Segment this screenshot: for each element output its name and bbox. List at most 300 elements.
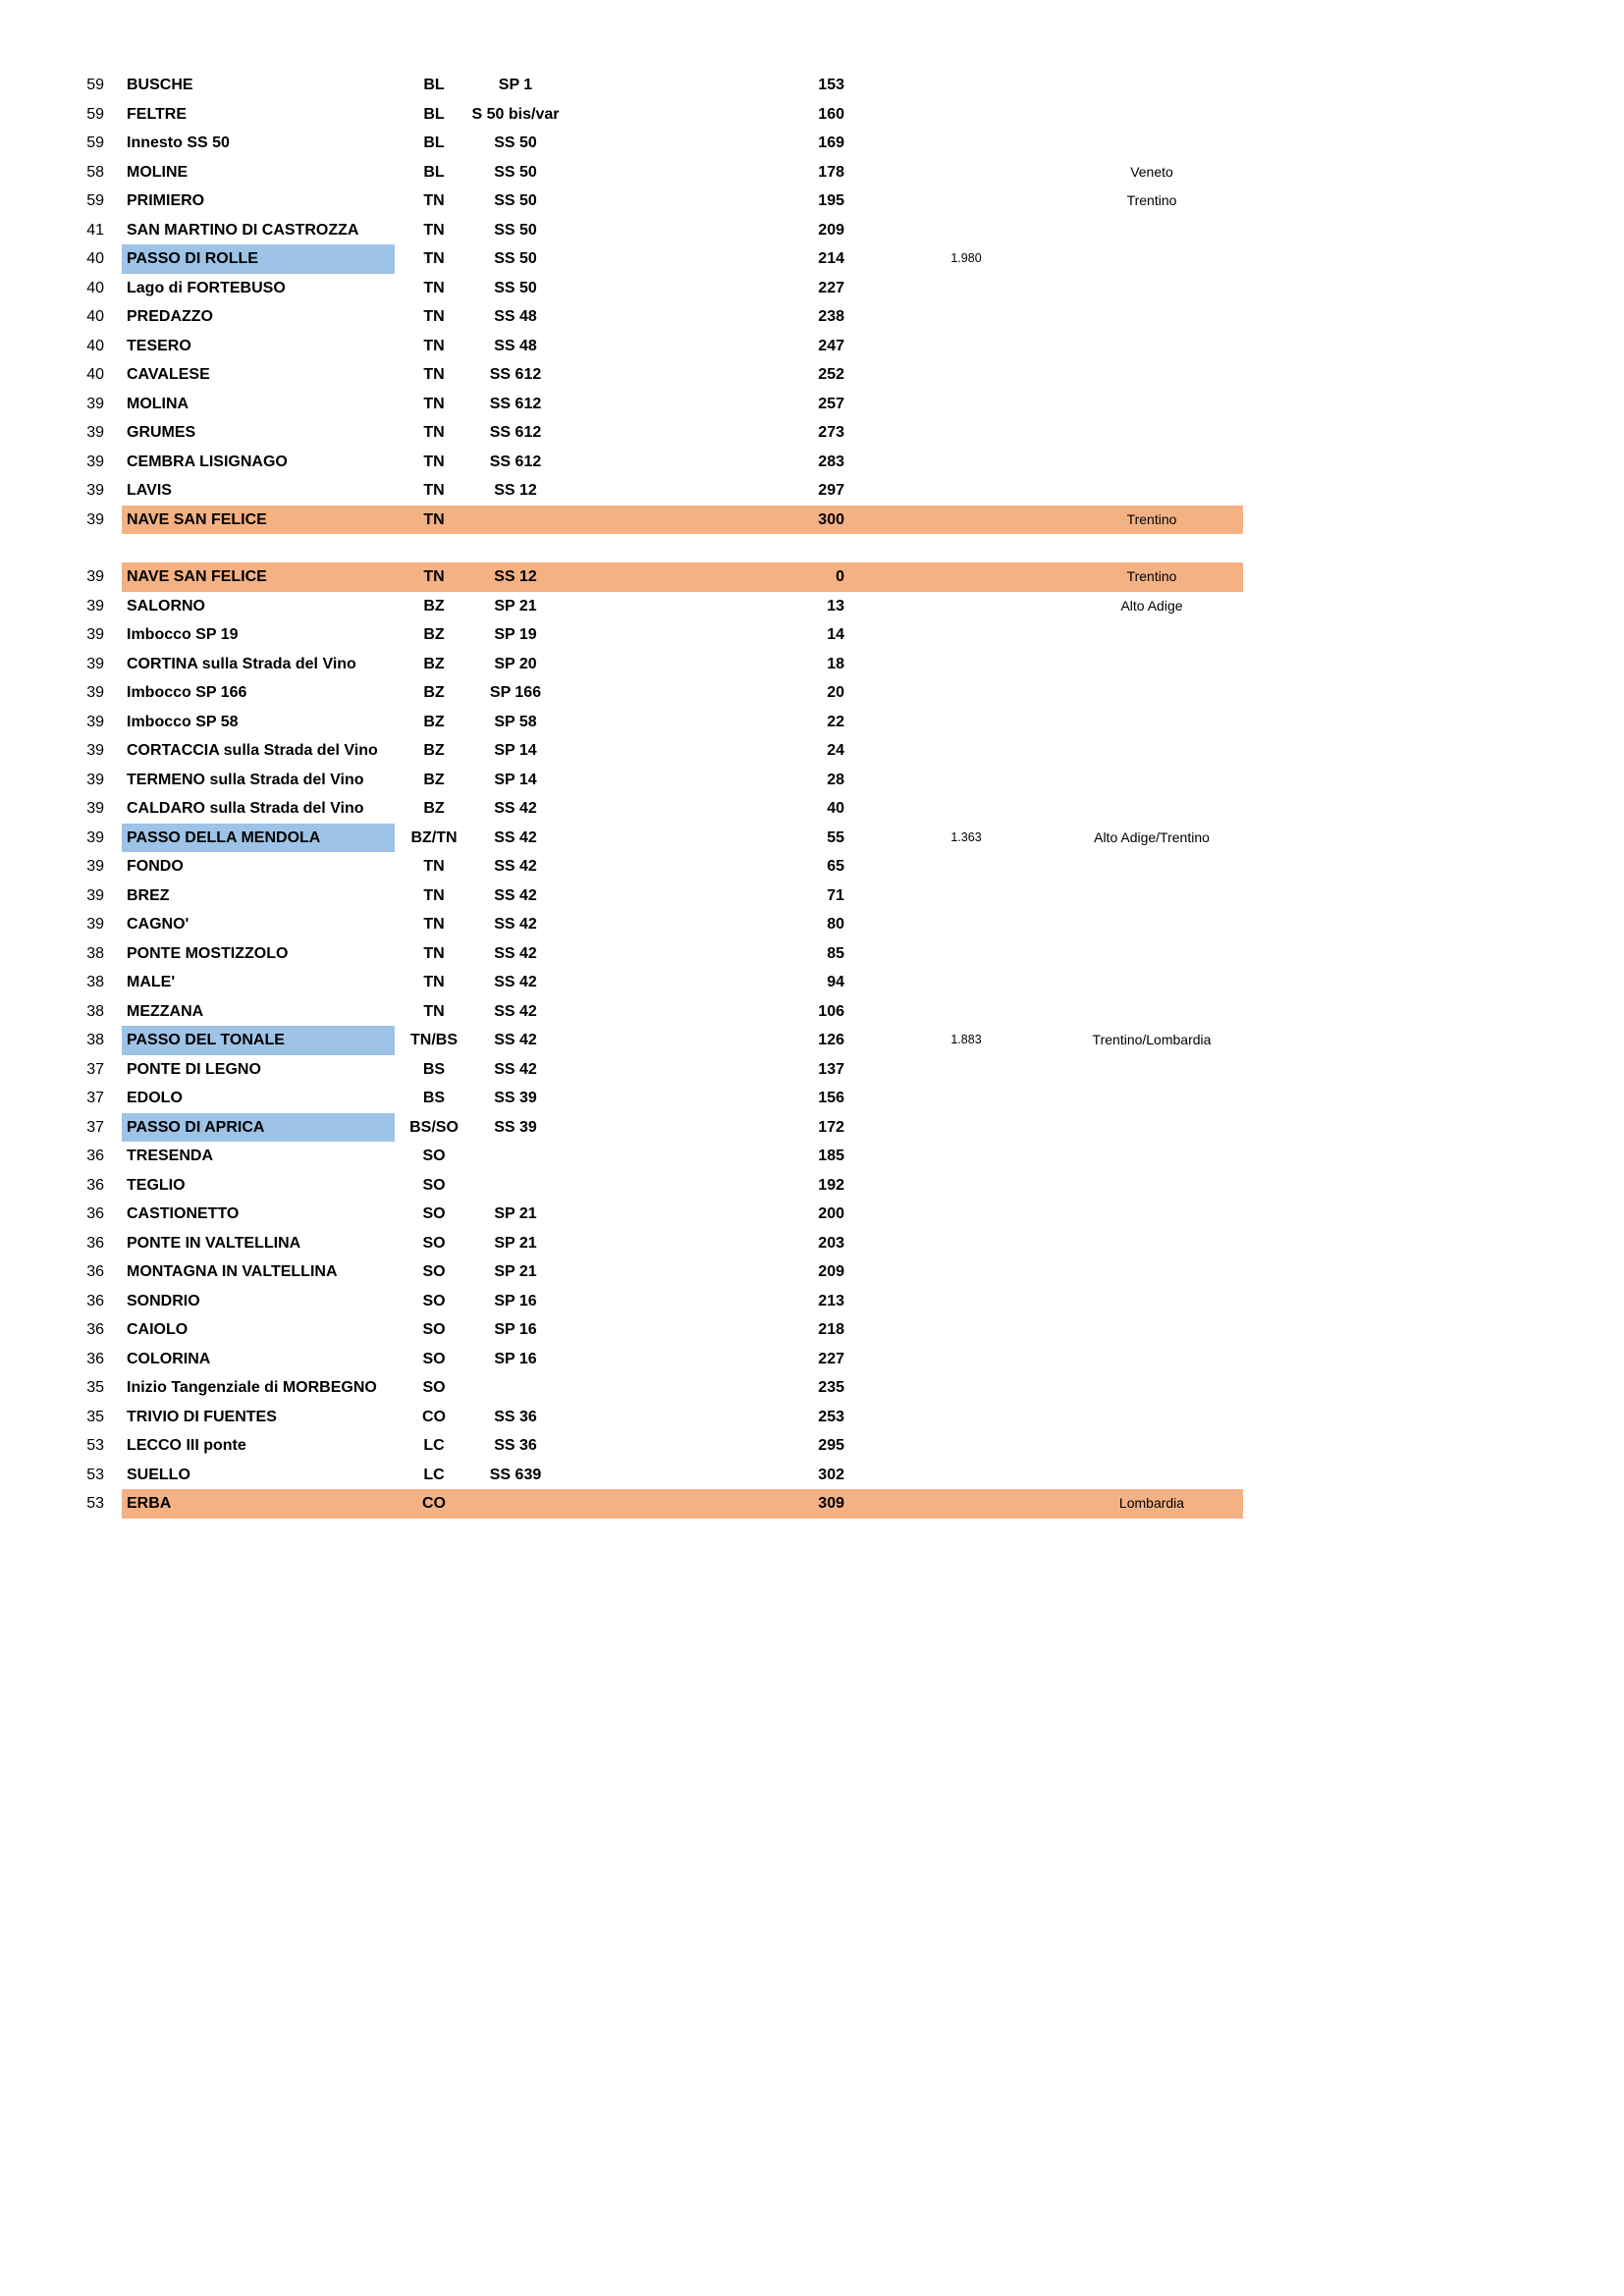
route-section-2 — [0, 562, 1624, 1519]
region-label — [1047, 1229, 1257, 1258]
pass-altitude — [927, 968, 1005, 997]
region-label — [1047, 650, 1257, 679]
pass-altitude — [927, 360, 1005, 390]
pass-altitude — [927, 562, 1005, 592]
pass-altitude — [927, 274, 1005, 303]
pass-altitude — [927, 939, 1005, 969]
page-ref: 36 — [86, 1234, 104, 1252]
distance-km: 247 — [818, 337, 844, 354]
province-code: TN — [423, 1002, 445, 1020]
distance-km: 40 — [827, 800, 844, 817]
region-label — [1047, 620, 1257, 650]
page-ref: 38 — [86, 1032, 104, 1048]
road-code: SS 42 — [494, 1060, 537, 1078]
distance-km: 156 — [818, 1090, 844, 1106]
region-label — [1047, 1403, 1257, 1432]
distance-km: 13 — [827, 597, 844, 614]
table-row — [0, 476, 1624, 506]
province-code: TN — [423, 858, 445, 875]
distance-km: 209 — [818, 1263, 844, 1280]
distance-km: 20 — [827, 684, 844, 701]
distance-km: 235 — [818, 1379, 844, 1396]
region-label — [1047, 274, 1257, 303]
region-label — [1047, 708, 1257, 737]
region-label — [1047, 332, 1257, 361]
road-code: SS 39 — [494, 1090, 537, 1106]
table-row — [0, 302, 1624, 332]
distance-km: 218 — [818, 1321, 844, 1338]
province-code: TN — [423, 250, 445, 267]
place-name: CALDARO sulla Strada del Vino — [127, 800, 364, 817]
region-label — [1047, 1142, 1257, 1171]
province-code: BZ — [423, 800, 445, 817]
road-code: SS 50 — [494, 192, 537, 209]
province-code: BZ — [423, 771, 445, 788]
province-code: BZ — [423, 713, 445, 730]
province-code: TN — [423, 916, 445, 933]
place-name: CAVALESE — [127, 366, 210, 383]
table-row — [0, 1287, 1624, 1316]
road-code: SP 21 — [494, 1234, 537, 1252]
region-label: Lombardia — [1118, 1495, 1185, 1511]
road-code: SP 166 — [489, 684, 542, 701]
province-code: TN — [423, 944, 445, 962]
province-code: TN — [423, 366, 445, 383]
pass-altitude — [927, 1345, 1005, 1374]
place-name: Lago di FORTEBUSO — [127, 279, 286, 296]
province-code: TN — [423, 424, 445, 441]
pass-altitude — [927, 100, 1005, 130]
road-code: SP 19 — [494, 626, 537, 643]
pass-altitude — [927, 881, 1005, 911]
pass-altitude — [927, 1171, 1005, 1201]
province-code: SO — [422, 1176, 446, 1194]
road-code — [461, 1142, 569, 1171]
road-code: SS 612 — [489, 453, 542, 470]
road-code: SS 42 — [494, 828, 537, 846]
page-ref: 37 — [86, 1090, 104, 1106]
pass-altitude — [927, 476, 1005, 506]
region-label — [1047, 418, 1257, 448]
table-row — [0, 766, 1624, 795]
province-code: BS/SO — [409, 1118, 459, 1136]
page-ref: 59 — [86, 77, 104, 93]
table-row — [0, 1200, 1624, 1229]
province-code: BL — [423, 105, 445, 123]
pass-altitude — [927, 592, 1005, 621]
table-row — [0, 1373, 1624, 1403]
distance-km: 253 — [818, 1408, 844, 1425]
page-ref: 39 — [86, 886, 104, 904]
province-code: TN — [423, 192, 445, 209]
table-row — [0, 1084, 1624, 1113]
province-code: TN — [423, 510, 445, 528]
pass-altitude — [927, 1403, 1005, 1432]
region-label — [1047, 1113, 1257, 1143]
region-label — [1047, 1461, 1257, 1490]
province-code: CO — [422, 1495, 446, 1512]
pass-altitude — [927, 1055, 1005, 1085]
place-name: BREZ — [127, 886, 170, 904]
region-label — [1047, 302, 1257, 332]
region-label: Veneto — [1130, 163, 1173, 180]
pass-altitude — [927, 1431, 1005, 1461]
table-row — [0, 881, 1624, 911]
page-ref: 53 — [86, 1466, 104, 1483]
region-label — [1047, 968, 1257, 997]
distance-km: 28 — [827, 771, 844, 788]
road-code: SS 42 — [494, 944, 537, 962]
province-code: TN — [423, 308, 445, 325]
road-code: SS 36 — [494, 1408, 537, 1425]
table-row — [0, 71, 1624, 100]
region-label: Alto Adige/Trentino — [1094, 828, 1210, 845]
place-name: MOLINA — [127, 395, 189, 412]
region-label — [1047, 1171, 1257, 1201]
table-row — [0, 1257, 1624, 1287]
distance-km: 94 — [827, 974, 844, 990]
place-name: ERBA — [127, 1495, 172, 1512]
page-ref: 39 — [86, 597, 104, 614]
distance-km: 106 — [818, 1002, 844, 1020]
road-code: SS 612 — [489, 424, 542, 441]
province-code: SO — [422, 1292, 446, 1309]
road-code: SS 42 — [494, 886, 537, 904]
province-code: TN — [423, 337, 445, 354]
road-code: SP 20 — [494, 655, 537, 672]
pass-row — [0, 824, 1624, 853]
page-ref: 36 — [86, 1350, 104, 1367]
endpoint-row — [0, 562, 1624, 592]
table-row — [0, 418, 1624, 448]
road-code: SP 14 — [494, 742, 537, 759]
page-ref: 53 — [86, 1437, 104, 1454]
region-label — [1047, 1373, 1257, 1403]
pass-altitude — [927, 506, 1005, 535]
region-label — [1047, 678, 1257, 708]
region-label — [1047, 1200, 1257, 1229]
province-code: BZ — [423, 626, 445, 643]
table-row — [0, 620, 1624, 650]
table-row — [0, 129, 1624, 158]
place-name: CASTIONETTO — [127, 1205, 240, 1222]
place-name: PREDAZZO — [127, 308, 213, 325]
table-row — [0, 1315, 1624, 1345]
pass-altitude: 1.980 — [950, 251, 982, 265]
pass-altitude — [927, 1113, 1005, 1143]
road-code: SP 16 — [494, 1292, 537, 1309]
distance-km: 85 — [827, 944, 844, 962]
pass-altitude — [927, 997, 1005, 1027]
place-name: FELTRE — [127, 105, 188, 123]
province-code: BS — [422, 1090, 446, 1106]
road-code: SP 21 — [494, 1205, 537, 1222]
table-row — [0, 852, 1624, 881]
distance-km: 18 — [827, 655, 844, 672]
page-ref: 36 — [86, 1321, 104, 1338]
distance-km: 227 — [818, 1350, 844, 1367]
road-code: SP 16 — [494, 1321, 537, 1338]
road-code: SS 612 — [489, 395, 542, 412]
pass-altitude — [927, 1257, 1005, 1287]
pass-altitude — [927, 1489, 1005, 1519]
place-name: CORTACCIA sulla Strada del Vino — [127, 742, 378, 759]
region-label — [1047, 1055, 1257, 1085]
place-name: BUSCHE — [127, 77, 193, 93]
province-code: SO — [422, 1379, 446, 1396]
road-code: SS 612 — [489, 366, 542, 383]
region-label — [1047, 71, 1257, 100]
table-row — [0, 100, 1624, 130]
road-code: SS 39 — [494, 1118, 537, 1136]
place-name: Inizio Tangenziale di MORBEGNO — [127, 1379, 377, 1396]
place-name: PONTE DI LEGNO — [127, 1060, 261, 1078]
pass-altitude — [927, 216, 1005, 245]
page-ref: 37 — [86, 1060, 104, 1078]
place-name: CORTINA sulla Strada del Vino — [127, 655, 356, 672]
table-row — [0, 274, 1624, 303]
region-label: Trentino — [1126, 510, 1177, 527]
place-name: Imbocco SP 166 — [127, 684, 247, 701]
region-label: Trentino — [1126, 192, 1177, 208]
pass-altitude — [927, 678, 1005, 708]
province-code: BZ/TN — [410, 828, 458, 846]
pass-altitude — [927, 766, 1005, 795]
distance-km: 302 — [818, 1466, 844, 1483]
place-name: FONDO — [127, 858, 184, 875]
pass-altitude: 1.363 — [950, 829, 982, 844]
table-row — [0, 997, 1624, 1027]
region-label — [1047, 939, 1257, 969]
pass-altitude — [927, 158, 1005, 187]
region-label — [1047, 1315, 1257, 1345]
place-name: CAGNO' — [127, 916, 189, 933]
region-label — [1047, 766, 1257, 795]
road-code: SP 16 — [494, 1350, 537, 1367]
pass-altitude — [927, 1200, 1005, 1229]
region-label — [1047, 1345, 1257, 1374]
distance-km: 65 — [827, 858, 844, 875]
pass-altitude — [927, 650, 1005, 679]
road-code — [461, 506, 569, 535]
distance-km: 0 — [836, 568, 844, 585]
province-code: SO — [422, 1148, 446, 1164]
pass-altitude — [927, 736, 1005, 766]
table-row — [0, 448, 1624, 477]
place-name: NAVE SAN FELICE — [127, 510, 267, 528]
page-ref: 41 — [86, 221, 104, 239]
place-name: COLORINA — [127, 1350, 211, 1367]
region-label — [1047, 881, 1257, 911]
distance-km: 300 — [818, 510, 844, 528]
page-ref: 35 — [86, 1379, 104, 1396]
table-row — [0, 360, 1624, 390]
distance-km: 200 — [818, 1205, 844, 1222]
road-code: SS 48 — [494, 308, 537, 325]
province-code: LC — [423, 1466, 445, 1483]
pass-altitude — [927, 852, 1005, 881]
page-ref: 59 — [86, 134, 104, 151]
province-code: TN — [423, 453, 445, 470]
road-code: SS 50 — [494, 134, 537, 151]
distance-km: 192 — [818, 1176, 844, 1194]
table-row — [0, 708, 1624, 737]
pass-row — [0, 1026, 1624, 1055]
region-label — [1047, 1084, 1257, 1113]
province-code: BL — [423, 134, 445, 151]
region-label — [1047, 476, 1257, 506]
distance-km: 283 — [818, 453, 844, 470]
pass-altitude — [927, 1142, 1005, 1171]
page-ref: 36 — [86, 1263, 104, 1280]
place-name: MOLINE — [127, 163, 189, 181]
distance-km: 227 — [818, 279, 844, 296]
table-row — [0, 1055, 1624, 1085]
pass-altitude — [927, 1084, 1005, 1113]
place-name: Imbocco SP 58 — [127, 713, 239, 730]
region-label — [1047, 360, 1257, 390]
place-name: Innesto SS 50 — [127, 134, 230, 151]
place-name: CEMBRA LISIGNAGO — [127, 453, 288, 470]
distance-km: 169 — [818, 134, 844, 151]
pass-altitude: 1.883 — [950, 1033, 982, 1046]
region-label — [1047, 910, 1257, 939]
distance-km: 257 — [818, 395, 844, 412]
page-ref: 38 — [86, 974, 104, 990]
pass-altitude — [927, 302, 1005, 332]
pass-altitude — [927, 71, 1005, 100]
road-code: SS 42 — [494, 858, 537, 875]
pass-row — [0, 1113, 1624, 1143]
distance-km: 172 — [818, 1118, 844, 1136]
place-name: TRIVIO DI FUENTES — [127, 1408, 277, 1425]
place-name: NAVE SAN FELICE — [127, 568, 267, 585]
distance-km: 24 — [827, 742, 844, 759]
region-label — [1047, 1287, 1257, 1316]
road-code: SP 1 — [498, 77, 533, 93]
page-ref: 38 — [86, 1002, 104, 1020]
place-name: PASSO DI ROLLE — [122, 244, 395, 274]
place-name: CAIOLO — [127, 1321, 189, 1338]
road-code — [461, 1373, 569, 1403]
place-name: MONTAGNA IN VALTELLINA — [127, 1263, 338, 1280]
province-code: BZ — [423, 597, 445, 614]
distance-km: 209 — [818, 221, 844, 239]
province-code: TN/BS — [410, 1032, 458, 1048]
endpoint-row — [0, 1489, 1624, 1519]
place-name: PASSO DEL TONALE — [122, 1026, 395, 1055]
place-name: PASSO DELLA MENDOLA — [122, 824, 395, 853]
region-label — [1047, 129, 1257, 158]
road-code: SS 42 — [494, 800, 537, 817]
pass-altitude — [927, 620, 1005, 650]
route-section-1 — [0, 71, 1624, 534]
province-code: TN — [423, 568, 445, 585]
page-ref: 40 — [86, 250, 104, 267]
page-ref: 39 — [86, 626, 104, 643]
pass-altitude — [927, 708, 1005, 737]
province-code: TN — [423, 221, 445, 239]
page-ref: 39 — [86, 742, 104, 759]
region-label — [1047, 244, 1257, 274]
road-code: SS 42 — [494, 1032, 537, 1048]
province-code: TN — [423, 279, 445, 296]
table-row — [0, 1403, 1624, 1432]
table-row — [0, 1345, 1624, 1374]
region-label — [1047, 1257, 1257, 1287]
distance-km: 80 — [827, 916, 844, 933]
page-ref: 37 — [86, 1118, 104, 1136]
endpoint-row — [0, 506, 1624, 535]
road-code: SS 50 — [494, 279, 537, 296]
page-ref: 39 — [86, 916, 104, 933]
page-ref: 39 — [86, 510, 104, 528]
road-code: SS 48 — [494, 337, 537, 354]
distance-km: 153 — [818, 77, 844, 93]
province-code: TN — [423, 974, 445, 990]
page-ref: 39 — [86, 482, 104, 499]
page-ref: 39 — [86, 655, 104, 672]
page-ref: 39 — [86, 713, 104, 730]
road-code: SS 42 — [494, 974, 537, 990]
place-name: LECCO III ponte — [127, 1437, 246, 1454]
region-label: Trentino/Lombardia — [1092, 1032, 1212, 1047]
road-code — [461, 1171, 569, 1201]
place-name: MALE' — [127, 974, 176, 990]
table-row — [0, 678, 1624, 708]
table-row — [0, 216, 1624, 245]
province-code: TN — [423, 482, 445, 499]
pass-altitude — [927, 1315, 1005, 1345]
region-label — [1047, 736, 1257, 766]
pass-altitude — [927, 187, 1005, 216]
region-label: Trentino — [1126, 568, 1177, 584]
pass-altitude — [927, 129, 1005, 158]
page-ref: 39 — [86, 800, 104, 817]
table-row — [0, 968, 1624, 997]
distance-km: 213 — [818, 1292, 844, 1309]
place-name: PRIMIERO — [127, 192, 205, 209]
road-code — [461, 1489, 569, 1519]
page-ref: 36 — [86, 1176, 104, 1194]
road-code: SS 36 — [494, 1437, 537, 1454]
road-code: SP 58 — [494, 713, 537, 730]
table-row — [0, 158, 1624, 187]
region-label — [1047, 390, 1257, 419]
distance-km: 295 — [818, 1437, 844, 1454]
page-ref: 40 — [86, 366, 104, 383]
province-code: SO — [422, 1321, 446, 1338]
page-ref: 40 — [86, 308, 104, 325]
pass-altitude — [927, 448, 1005, 477]
page-ref: 39 — [86, 828, 104, 846]
place-name: PASSO DI APRICA — [122, 1113, 395, 1143]
page-ref: 53 — [86, 1495, 104, 1512]
road-code: SS 50 — [494, 163, 537, 181]
table-row — [0, 1461, 1624, 1490]
place-name: TERMENO sulla Strada del Vino — [127, 771, 364, 788]
road-code: S 50 bis/var — [471, 105, 560, 123]
pass-altitude — [927, 418, 1005, 448]
distance-km: 309 — [818, 1495, 844, 1512]
distance-km: 185 — [818, 1148, 844, 1164]
province-code: CO — [422, 1408, 446, 1425]
table-row — [0, 1142, 1624, 1171]
road-code: SS 50 — [494, 221, 537, 239]
pass-altitude — [927, 1461, 1005, 1490]
page-ref: 39 — [86, 395, 104, 412]
distance-km: 214 — [818, 250, 844, 267]
